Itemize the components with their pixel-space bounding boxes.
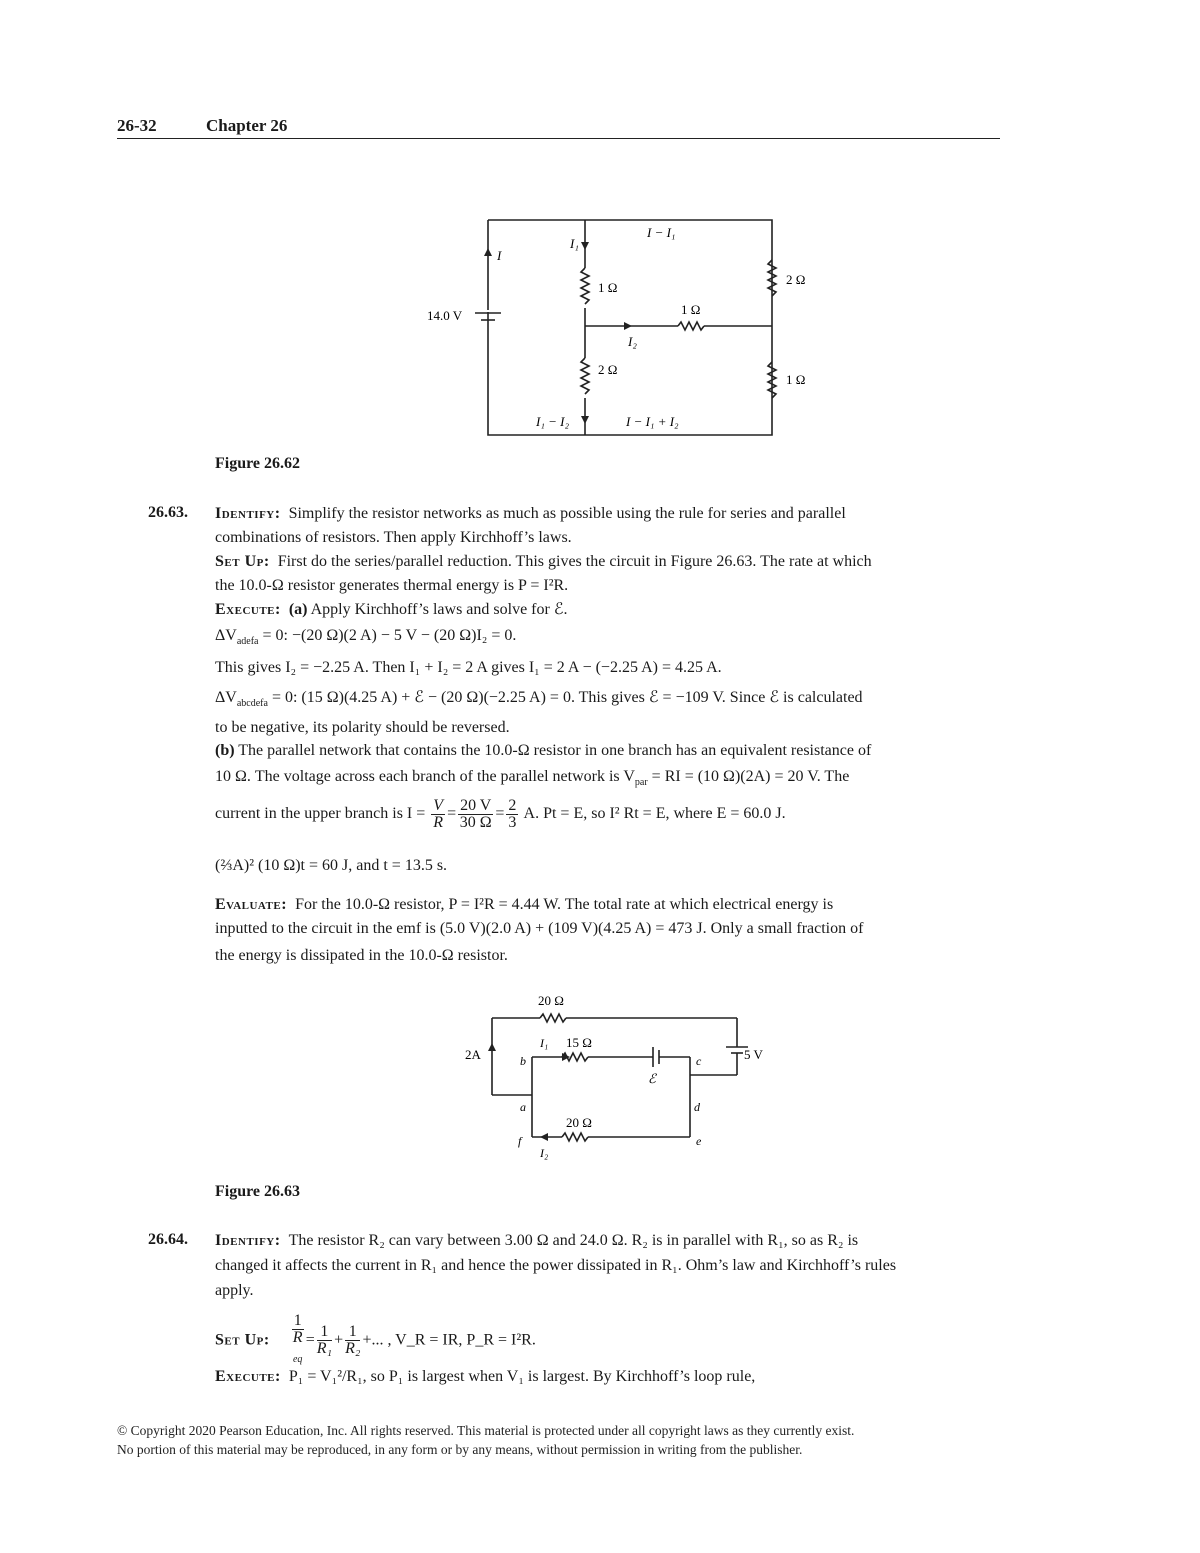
node-e: e bbox=[696, 1134, 702, 1148]
fraction-1-over-req: 1 R $_{eq}$ bbox=[292, 1312, 303, 1366]
problem-number-26-63: 26.63. bbox=[148, 504, 188, 521]
chapter-title: Chapter 26 bbox=[206, 116, 288, 135]
label-r-top: 20 Ω bbox=[538, 993, 564, 1008]
identify-text-64-3: apply. bbox=[215, 1282, 254, 1299]
fraction-1-over-r1: $\frac{1}{\text{R₁}}$ bbox=[316, 1323, 333, 1358]
identify-text-cont: combinations of resistors. Then apply Kirchhoff’s laws. bbox=[215, 529, 572, 546]
label-i1-fig63: I₁ bbox=[540, 1036, 549, 1050]
label-r-bot: 20 Ω bbox=[566, 1115, 592, 1130]
arrow-i1-i2 bbox=[581, 416, 589, 424]
figure-26-63-caption: Figure 26.63 bbox=[215, 1183, 301, 1200]
node-b: b bbox=[520, 1054, 526, 1068]
node-d: d bbox=[694, 1100, 700, 1114]
label-r1-mid: 1 Ω bbox=[681, 302, 701, 317]
label-r2-left: 2 Ω bbox=[598, 362, 618, 377]
header-rule bbox=[117, 138, 1000, 139]
energy-equation: (⅔A)² (10 Ω)t = 60 J, and t = 13.5 s. bbox=[215, 857, 448, 874]
evaluate-text-3: the energy is dissipated in the 10.0-Ω resistor. bbox=[215, 947, 508, 964]
part-a-label: (a) bbox=[288, 601, 308, 618]
label-emf: ℰ bbox=[648, 1071, 656, 1086]
label-i-minus-i1-plus-i2: I − I₁ + I₂ bbox=[626, 414, 679, 429]
label-i-minus-i1: I − I₁ bbox=[647, 225, 676, 240]
arrow-i bbox=[484, 248, 492, 256]
identify-text-64-2: changed it affects the current in R₁ and hence the power dissipated in R₁. Ohm’s law and Kirchhoff’s rules bbox=[215, 1257, 897, 1274]
execute-text-64: P₁ = V₁²/R₁, so P₁ is largest when V₁ is largest. By Kirchhoff’s loop rule, bbox=[288, 1368, 756, 1385]
page-number: 26-32 bbox=[117, 116, 157, 135]
node-a: a bbox=[520, 1100, 526, 1114]
figure-26-62-circuit bbox=[400, 210, 820, 450]
resistor-1ohm-left bbox=[581, 268, 589, 304]
polarity-note: to be negative, its polarity should be reversed. bbox=[215, 719, 510, 736]
label-r1-left: 1 Ω bbox=[598, 280, 618, 295]
resistor-2ohm-right bbox=[768, 260, 776, 296]
resistor-20ohm-top bbox=[540, 1014, 566, 1022]
label-r-mid: 15 Ω bbox=[566, 1035, 592, 1050]
setup-equation-64: Set Up: 1 R $_{eq}$ = $\frac{1}{\text{R₁}}$ + $\frac{1}{\text{R₂}}$ +... , V_R = IR, P_R = I²R. bbox=[215, 1313, 536, 1368]
current-upper-branch: current in the upper branch is I = $\frac{V}{R}$ = $\frac{20 V}{30 \Omega}$ = $\frac{2}{3}$ A. Pt = E, so I² Rt = E, where E = 60.0 J. bbox=[215, 797, 786, 831]
arrow-i2-fig63 bbox=[540, 1133, 548, 1141]
battery-label: 14.0 V bbox=[427, 308, 463, 323]
copyright-line-2: No portion of this material may be reproduced, in any form or by any means, without permission in writing from the publisher. bbox=[117, 1442, 803, 1457]
label-i1-minus-i2: I₁ − I₂ bbox=[536, 414, 569, 429]
figure-26-63-circuit bbox=[450, 985, 780, 1165]
identify-label-64: Identify: bbox=[215, 1232, 281, 1249]
label-r2-right: 2 Ω bbox=[786, 272, 806, 287]
resistor-2ohm-left bbox=[581, 358, 589, 394]
execute-label-64: Execute: bbox=[215, 1368, 281, 1385]
label-i2-fig63: I₂ bbox=[540, 1146, 549, 1160]
setup-label-64: Set Up: bbox=[215, 1331, 270, 1349]
equation-abcdefa: $\Delta V_{abcdefa} = 0$: (15 Ω)(4.25 A) + ℰ − (20 Ω)(−2.25 A) = 0. This gives ℰ = −109 V. Since ℰ is calculated bbox=[215, 689, 863, 710]
resistor-1ohm-mid bbox=[678, 322, 704, 330]
execute-label: Execute: bbox=[215, 601, 281, 618]
fraction-2-over-3: $\frac{2}{3}$ bbox=[508, 797, 517, 831]
outer-wire bbox=[488, 220, 772, 435]
fraction-1-over-r2: $\frac{1}{\text{R₂}}$ bbox=[345, 1323, 361, 1358]
resistor-20ohm-bottom bbox=[562, 1133, 588, 1141]
copyright-line-1: © Copyright 2020 Pearson Education, Inc. All rights reserved. This material is protected under all copyright laws as they currently exist. bbox=[117, 1423, 855, 1438]
evaluate-text-2: inputted to the circuit in the emf is (5.0 V)(2.0 A) + (109 V)(4.25 A) = 473 J. Only a small fraction of bbox=[215, 920, 864, 937]
label-5v: 5 V bbox=[744, 1047, 763, 1062]
resistor-1ohm-right bbox=[768, 362, 776, 398]
node-c: c bbox=[696, 1054, 702, 1068]
part-b-voltage: 10 Ω. The voltage across each branch of the parallel network is $V_{par}$ = RI = (10 Ω)(2A) = 20 V. The bbox=[215, 768, 850, 789]
arrow-i2 bbox=[624, 322, 632, 330]
problem-number-26-64: 26.64. bbox=[148, 1231, 188, 1248]
arrow-2a bbox=[488, 1043, 496, 1051]
evaluate-text: For the 10.0-Ω resistor, P = I²R = 4.44 W. The total rate at which electrical energy is bbox=[295, 896, 834, 913]
figure-26-62-caption: Figure 26.62 bbox=[215, 455, 301, 472]
setup-label: Set Up: bbox=[215, 553, 270, 570]
part-b-text: The parallel network that contains the 10.0-Ω resistor in one branch has an equivalent resistance of bbox=[238, 742, 872, 759]
equation-adefa: $\Delta V_{adefa} = 0$: −(20 Ω)(2 A) − 5 V − (20 Ω)I₂ = 0. bbox=[215, 627, 517, 648]
label-2a: 2A bbox=[465, 1047, 481, 1062]
label-i2: I₂ bbox=[628, 334, 637, 349]
identify-text-64: The resistor R₂ can vary between 3.00 Ω and 24.0 Ω. R₂ is in parallel with R₁, so as R₂ is bbox=[288, 1232, 859, 1249]
setup-text: First do the series/parallel reduction. This gives the circuit in Figure 26.63. The rate at which bbox=[277, 553, 872, 570]
execute-text: Apply Kirchhoff’s laws and solve for ℰ. bbox=[310, 601, 568, 618]
part-b-label: (b) bbox=[215, 742, 235, 759]
evaluate-label: Evaluate: bbox=[215, 896, 288, 913]
label-r1-right: 1 Ω bbox=[786, 372, 806, 387]
fraction-20v-over-30: $\frac{20 V}{30 \Omega}$ bbox=[459, 797, 492, 831]
arrow-i1 bbox=[581, 242, 589, 250]
result-i2-i1: This gives I₂ = −2.25 A. Then I₁ + I₂ = 2 A gives I₁ = 2 A − (−2.25 A) = 4.25 A. bbox=[215, 659, 722, 676]
identify-label: Identify: bbox=[215, 505, 281, 522]
node-f: f bbox=[518, 1134, 522, 1148]
setup-text-cont: the 10.0-Ω resistor generates thermal energy is P = I²R. bbox=[215, 577, 569, 594]
label-i1: I₁ bbox=[570, 236, 579, 251]
label-i: I bbox=[497, 248, 502, 263]
identify-text: Simplify the resistor networks as much as possible using the rule for series and parallel bbox=[288, 505, 846, 522]
fraction-v-over-r: $\frac{V}{R}$ bbox=[433, 797, 444, 831]
